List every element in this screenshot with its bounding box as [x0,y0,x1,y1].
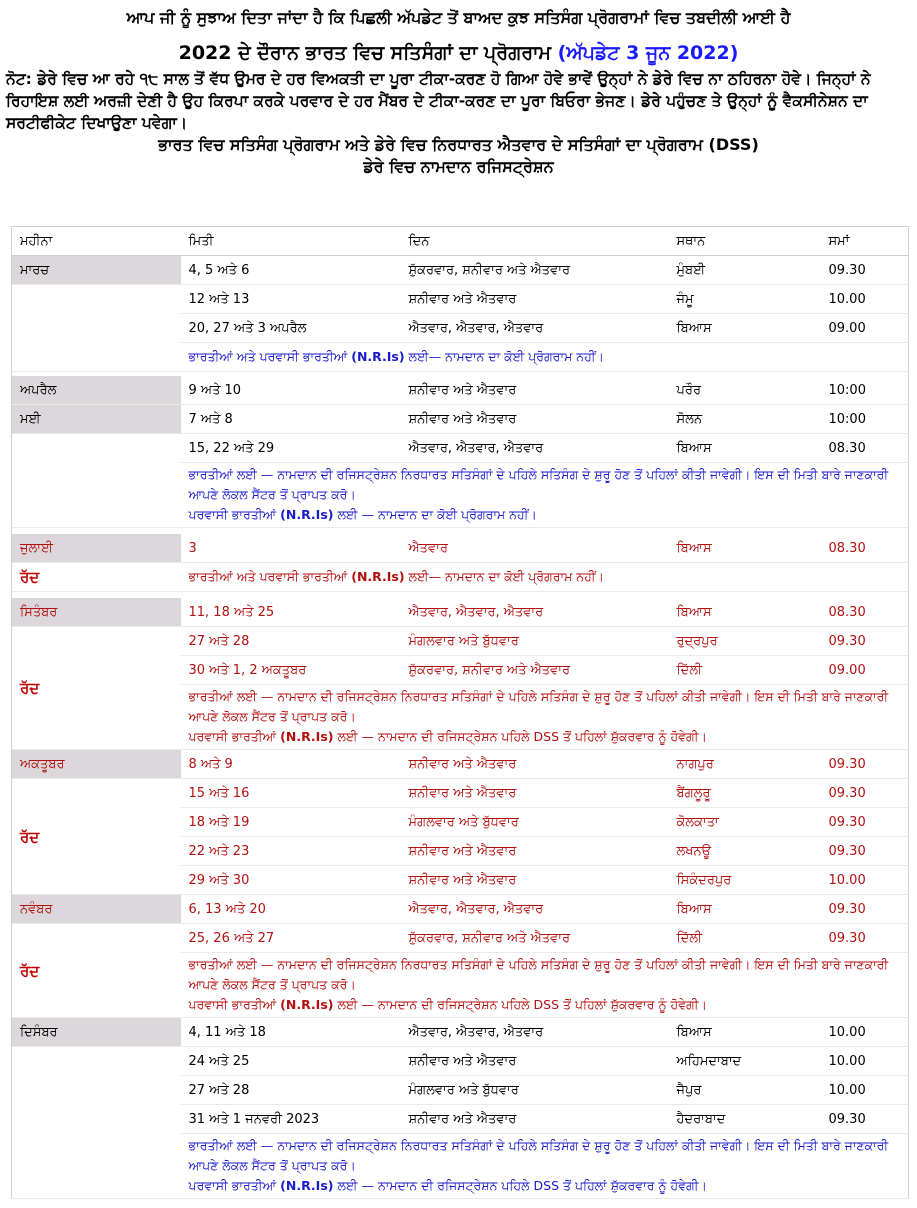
cancelled-label: ਰੱਦ [20,679,40,697]
cancelled-label-cell [12,779,181,895]
cell-day: ਸ਼ੁੱਕਰਵਾਰ, ਸ਼ਨੀਵਾਰ ਅਤੇ ਐਤਵਾਰ [401,656,669,685]
update-date: (ਅੱਪਡੇਟ 3 ਜੂਨ 2022) [557,42,739,64]
table-row [12,534,909,563]
cell-date: 9 ਅਤੇ 10 [181,376,401,405]
cancelled-label-cell [12,924,181,1018]
note-indians: ਭਾਰਤੀਆਂ ਲਈ — ਨਾਮਦਾਨ ਦੀ ਰਜਿਸਟ੍ਰੇਸ਼ਨ ਨਿਰਧਾਰਤ ਸਤਿਸੰਗਾਂ ਦੇ ਪਹਿਲੇ ਸਤਿਸੰਗ ਦੇ ਸ਼ੁਰੂ ਹੋਣ ਤੋਂ ਪਹਿਲਾਂ ਕੀਤੀ ਜਾਵੇਗੀ। ਇਸ ਦੀ ਮਿਤੀ ਬਾਰੇ ਜਾਣਕਾਰੀ ਆਪਣੇ ਲੋਕਲ ਸੈਂਟਰ ਤੋਂ ਪ੍ਰਾਪਤ ਕਰੋ। [188,689,889,724]
table-row [12,924,909,953]
note-nri-line [189,995,903,1015]
month-spacer [12,434,181,528]
cell-place: ਨਾਗਪੁਰ [669,750,821,779]
header-date: ਮਿਤੀ [181,227,401,256]
cell-day: ਸ਼ਨੀਵਾਰ ਅਤੇ ਐਤਵਾਰ [401,285,669,314]
table-row [12,598,909,627]
month-november: ਨਵੰਬਰ [12,895,181,924]
cell-place: ਜੈਪੁਰ [669,1076,821,1105]
cell-date: 7 ਅਤੇ 8 [181,405,401,434]
cell-place: ਪਰੌਰ [669,376,821,405]
cell-time: 10.00 [821,285,909,314]
cell-time: 09.00 [821,656,909,685]
note-text: ਪਰਵਾਸੀ ਭਾਰਤੀਆਂ [188,507,281,522]
subheading-program: ਭਾਰਤ ਵਿਚ ਸਤਿਸੰਗ ਪ੍ਰੋਗਰਾਮ ਅਤੇ ਡੇਰੇ ਵਿਚ ਨਿਰਧਾਰਤ ਐਤਵਾਰ ਦੇ ਸਤਿਸੰਗਾਂ ਦਾ ਪ੍ਰੋਗਰਾਮ (DSS) [158,135,759,154]
cell-day: ਸ਼ੁੱਕਰਵਾਰ, ਸ਼ਨੀਵਾਰ ਅਤੇ ਐਤਵਾਰ [401,256,669,285]
cell-place: ਬਿਆਸ [669,895,821,924]
note-nri: (N.R.Is) [351,569,405,584]
cell-time: 09.30 [821,256,909,285]
table-row [12,627,909,656]
table-header-row [12,227,909,256]
cell-day: ਸ਼ਨੀਵਾਰ ਅਤੇ ਐਤਵਾਰ [401,405,669,434]
vaccination-note: ਨੋਟ: ਡੇਰੇ ਵਿਚ ਆ ਰਹੇ ੧੮ ਸਾਲ ਤੋਂ ਵੱਧ ਉਮਰ ਦੇ ਹਰ ਵਿਅਕਤੀ ਦਾ ਪੂਰਾ ਟੀਕਾ-ਕਰਣ ਹੋ ਗਿਆ ਹੋਵੇ ਭਾਵੇਂ ਉਨ੍ਹਾਂ ਨੇ ਡੇਰੇ ਵਿਚ ਨਾ ਠਹਿਰਨਾ ਹੋਵੇ। ਜਿਨ੍ਹਾਂ ਨੇ ਰਿਹਾਇਸ਼ ਲਈ ਅਰਜ਼ੀ ਦੇਣੀ ਹੈ ਉਹ ਕਿਰਪਾ ਕਰਕੇ ਪਰਵਾਰ ਦੇ ਹਰ ਮੈਂਬਰ ਦੇ ਟੀਕਾ-ਕਰਣ ਦਾ ਪੂਰਾ ਬਿਓਰਾ ਭੇਜਣ। ਡੇਰੇ ਪਹੁੰਚਣ ਤੇ ਉਨ੍ਹਾਂ ਨੂੰ ਵੈਕਸੀਨੇਸ਼ਨ ਦਾ ਸਰਟੀਫੀਕੇਟ ਦਿਖਾਉਣਾ ਪਵੇਗਾ। [6,70,871,132]
note-indians: ਭਾਰਤੀਆਂ ਲਈ — ਨਾਮਦਾਨ ਦੀ ਰਜਿਸਟ੍ਰੇਸ਼ਨ ਨਿਰਧਾਰਤ ਸਤਿਸੰਗਾਂ ਦੇ ਪਹਿਲੇ ਸਤਿਸੰਗ ਦੇ ਸ਼ੁਰੂ ਹੋਣ ਤੋਂ ਪਹਿਲਾਂ ਕੀਤੀ ਜਾਵੇਗੀ। ਇਸ ਦੀ ਮਿਤੀ ਬਾਰੇ ਜਾਣਕਾਰੀ ਆਪਣੇ ਲੋਕਲ ਸੈਂਟਰ ਤੋਂ ਪ੍ਰਾਪਤ ਕਰੋ। [188,467,889,502]
note-indians: ਭਾਰਤੀਆਂ ਲਈ — ਨਾਮਦਾਨ ਦੀ ਰਜਿਸਟ੍ਰੇਸ਼ਨ ਨਿਰਧਾਰਤ ਸਤਿਸੰਗਾਂ ਦੇ ਪਹਿਲੇ ਸਤਿਸੰਗ ਦੇ ਸ਼ੁਰੂ ਹੋਣ ਤੋਂ ਪਹਿਲਾਂ ਕੀਤੀ ਜਾਵੇਗੀ। ਇਸ ਦੀ ਮਿਤੀ ਬਾਰੇ ਜਾਣਕਾਰੀ ਆਪਣੇ ਲੋਕਲ ਸੈਂਟਰ ਤੋਂ ਪ੍ਰਾਪਤ ਕਰੋ। [188,1138,889,1173]
cell-date: 27 ਅਤੇ 28 [181,627,401,656]
march-note [181,343,909,372]
cell-time: 08.30 [821,534,909,563]
month-march: ਮਾਰਚ [12,256,181,285]
note-row [12,563,909,592]
change-notice: ਆਪ ਜੀ ਨੂੰ ਸੁਝਾਅ ਦਿਤਾ ਜਾਂਦਾ ਹੈ ਕਿ ਪਿਛਲੀ ਅੱਪਡੇਟ ਤੋਂ ਬਾਅਦ ਕੁਝ ਸਤਿਸੰਗ ਪ੍ਰੋਗਰਾਮਾਂ ਵਿਚ ਤਬਦੀਲੀ ਆਈ ਹੈ [126,8,791,27]
note-nri-line [189,1176,903,1196]
month-september: ਸਿਤੰਬਰ [12,598,181,627]
table-row [12,434,909,463]
month-july: ਜੁਲਾਈ [12,534,181,563]
cell-time: 09.30 [821,895,909,924]
cell-time: 09.30 [821,750,909,779]
november-note [181,953,909,1018]
cell-place: ਬਿਆਸ [669,534,821,563]
cell-day: ਐਤਵਾਰ, ਐਤਵਾਰ, ਐਤਵਾਰ [401,1018,669,1047]
cell-date: 30 ਅਤੇ 1, 2 ਅਕਤੂਬਰ [181,656,401,685]
cell-day: ਸ਼ਨੀਵਾਰ ਅਤੇ ਐਤਵਾਰ [401,376,669,405]
note-text: ਲਈ— ਨਾਮਦਾਨ ਦਾ ਕੋਈ ਪ੍ਰੋਗਰਾਮ ਨਹੀਂ। [404,569,604,584]
note-nri-line [189,727,903,747]
cell-day: ਮੰਗਲਵਾਰ ਅਤੇ ਬੁੱਧਵਾਰ [401,627,669,656]
month-december: ਦਿਸੰਬਰ [12,1018,181,1047]
cell-time: 09.30 [821,924,909,953]
cell-time: 09.00 [821,314,909,343]
month-april: ਅਪਰੈਲ [12,376,181,405]
table-row [12,285,909,314]
cell-time: 10.00 [821,1018,909,1047]
cell-time: 09.30 [821,1105,909,1134]
header-month: ਮਹੀਨਾ [12,227,181,256]
note-nri-line [189,505,903,525]
cell-time: 10.00 [821,1047,909,1076]
month-spacer [12,285,181,372]
cell-time: 09.30 [821,627,909,656]
table-row [12,779,909,808]
header-day: ਦਿਨ [401,227,669,256]
cell-place: ਸੋਲਨ [669,405,821,434]
cell-place: ਹੈਦਰਾਬਾਦ [669,1105,821,1134]
header-place: ਸਥਾਨ [669,227,821,256]
cell-day: ਐਤਵਾਰ, ਐਤਵਾਰ, ਐਤਵਾਰ [401,895,669,924]
cell-day: ਸ਼ਨੀਵਾਰ ਅਤੇ ਐਤਵਾਰ [401,750,669,779]
cell-date: 6, 13 ਅਤੇ 20 [181,895,401,924]
note-nri: (N.R.Is) [351,349,405,364]
cell-day: ਸ਼ਨੀਵਾਰ ਅਤੇ ਐਤਵਾਰ [401,1047,669,1076]
cell-date: 15, 22 ਅਤੇ 29 [181,434,401,463]
cancelled-label-cell [12,563,181,592]
title-text: 2022 ਦੇ ਦੌਰਾਨ ਭਾਰਤ ਵਿਚ ਸਤਿਸੰਗਾਂ ਦਾ ਪ੍ਰੋਗਰਾਮ [178,42,552,64]
cell-place: ਬੈਂਗਲੂਰੂ [669,779,821,808]
cell-place: ਦਿੱਲੀ [669,924,821,953]
cell-date: 29 ਅਤੇ 30 [181,866,401,895]
cell-place: ਬਿਆਸ [669,314,821,343]
cell-day: ਸ਼ਨੀਵਾਰ ਅਤੇ ਐਤਵਾਰ [401,779,669,808]
cell-place: ਦਿੱਲੀ [669,656,821,685]
september-note [181,685,909,750]
july-note [181,563,909,592]
note-text: ਭਾਰਤੀਆਂ ਅਤੇ ਪਰਵਾਸੀ ਭਾਰਤੀਆਂ [188,569,352,584]
cell-day: ਮੰਗਲਵਾਰ ਅਤੇ ਬੁੱਧਵਾਰ [401,808,669,837]
note-text: ਭਾਰਤੀਆਂ ਅਤੇ ਪਰਵਾਸੀ ਭਾਰਤੀਆਂ [188,349,352,364]
cell-date: 8 ਅਤੇ 9 [181,750,401,779]
month-spacer [12,1047,181,1199]
table-row [12,750,909,779]
cell-time: 10.00 [821,1076,909,1105]
cell-day: ਸ਼ਨੀਵਾਰ ਅਤੇ ਐਤਵਾਰ [401,1105,669,1134]
cell-day: ਐਤਵਾਰ, ਐਤਵਾਰ, ਐਤਵਾਰ [401,434,669,463]
cell-place: ਜੰਮੂ [669,285,821,314]
cell-date: 18 ਅਤੇ 19 [181,808,401,837]
cell-date: 11, 18 ਅਤੇ 25 [181,598,401,627]
cell-day: ਐਤਵਾਰ, ਐਤਵਾਰ, ਐਤਵਾਰ [401,314,669,343]
cell-date: 4, 11 ਅਤੇ 18 [181,1018,401,1047]
table-row [12,376,909,405]
cell-place: ਮੁੰਬਈ [669,256,821,285]
december-note [181,1134,909,1199]
cell-time: 10:00 [821,405,909,434]
cell-day: ਸ਼ਨੀਵਾਰ ਅਤੇ ਐਤਵਾਰ [401,837,669,866]
cancelled-label: ਰੱਦ [20,827,40,846]
cell-place: ਸਿਕੰਦਰਪੁਰ [669,866,821,895]
cancelled-label: ਰੱਦ [20,568,40,586]
may-note [181,463,909,528]
cell-date: 20, 27 ਅਤੇ 3 ਅਪਰੈਲ [181,314,401,343]
cell-time: 09.30 [821,779,909,808]
month-october: ਅਕਤੂਬਰ [12,750,181,779]
page-title [0,38,917,68]
cancelled-label-cell [12,627,181,750]
cell-time: 09.30 [821,808,909,837]
note-nri: (N.R.Is) [280,1178,334,1193]
cell-place: ਬਿਆਸ [669,598,821,627]
cell-day: ਮੰਗਲਵਾਰ ਅਤੇ ਬੁੱਧਵਾਰ [401,1076,669,1105]
table-row [12,405,909,434]
subheading-registration: ਡੇਰੇ ਵਿਚ ਨਾਮਦਾਨ ਰਜਿਸਟ੍ਰੇਸ਼ਨ [363,157,554,176]
cell-date: 15 ਅਤੇ 16 [181,779,401,808]
page-header [0,0,917,178]
cell-time: 08.30 [821,434,909,463]
note-text: ਪਰਵਾਸੀ ਭਾਰਤੀਆਂ [188,1178,281,1193]
cell-day: ਐਤਵਾਰ, ਐਤਵਾਰ, ਐਤਵਾਰ [401,598,669,627]
cell-place: ਰੁਦ੍ਰਪੁਰ [669,627,821,656]
cell-date: 12 ਅਤੇ 13 [181,285,401,314]
note-text: ਲਈ— ਨਾਮਦਾਨ ਦਾ ਕੋਈ ਪ੍ਰੋਗਰਾਮ ਨਹੀਂ। [404,349,604,364]
cell-date: 3 [181,534,401,563]
note-text: ਪਰਵਾਸੀ ਭਾਰਤੀਆਂ [188,729,281,744]
cell-time: 10.00 [821,866,909,895]
schedule-table [11,226,909,1199]
cell-day: ਸ਼ੁੱਕਰਵਾਰ, ਸ਼ਨੀਵਾਰ ਅਤੇ ਐਤਵਾਰ [401,924,669,953]
cancelled-label: ਰੱਦ [20,961,40,980]
cell-date: 24 ਅਤੇ 25 [181,1047,401,1076]
cell-date: 31 ਅਤੇ 1 ਜਨਵਰੀ 2023 [181,1105,401,1134]
cell-date: 22 ਅਤੇ 23 [181,837,401,866]
month-may: ਮਈ [12,405,181,434]
note-nri: (N.R.Is) [280,507,334,522]
cell-place: ਕੋਲਕਾਤਾ [669,808,821,837]
note-text: ਲਈ — ਨਾਮਦਾਨ ਦੀ ਰਜਿਸਟ੍ਰੇਸ਼ਨ ਪਹਿਲੇ DSS ਤੋਂ ਪਹਿਲਾਂ ਸ਼ੁੱਕਰਵਾਰ ਨੂੰ ਹੋਵੇਗੀ। [333,1178,707,1193]
cell-date: 4, 5 ਅਤੇ 6 [181,256,401,285]
cell-time: 08.30 [821,598,909,627]
note-text: ਪਰਵਾਸੀ ਭਾਰਤੀਆਂ [188,997,281,1012]
cell-place: ਬਿਆਸ [669,434,821,463]
table-row [12,895,909,924]
cell-time: 09.30 [821,837,909,866]
cell-place: ਅਹਿਮਦਾਬਾਦ [669,1047,821,1076]
table-row [12,1018,909,1047]
cell-day: ਸ਼ਨੀਵਾਰ ਅਤੇ ਐਤਵਾਰ [401,866,669,895]
cell-place: ਲਖਨਊ [669,837,821,866]
note-nri: (N.R.Is) [280,729,334,744]
header-time: ਸਮਾਂ [821,227,909,256]
cell-place: ਬਿਆਸ [669,1018,821,1047]
note-nri: (N.R.Is) [280,997,334,1012]
cell-date: 25, 26 ਅਤੇ 27 [181,924,401,953]
cell-date: 27 ਅਤੇ 28 [181,1076,401,1105]
note-text: ਲਈ — ਨਾਮਦਾਨ ਦਾ ਕੋਈ ਪ੍ਰੋਗਰਾਮ ਨਹੀਂ। [333,507,537,522]
cell-day: ਐਤਵਾਰ [401,534,669,563]
table-row [12,256,909,285]
note-text: ਲਈ — ਨਾਮਦਾਨ ਦੀ ਰਜਿਸਟ੍ਰੇਸ਼ਨ ਪਹਿਲੇ DSS ਤੋਂ ਪਹਿਲਾਂ ਸ਼ੁੱਕਰਵਾਰ ਨੂੰ ਹੋਵੇਗੀ। [333,997,707,1012]
cell-time: 10:00 [821,376,909,405]
table-row [12,1047,909,1076]
note-text: ਲਈ — ਨਾਮਦਾਨ ਦੀ ਰਜਿਸਟ੍ਰੇਸ਼ਨ ਪਹਿਲੇ DSS ਤੋਂ ਪਹਿਲਾਂ ਸ਼ੁੱਕਰਵਾਰ ਨੂੰ ਹੋਵੇਗੀ। [333,729,707,744]
note-indians: ਭਾਰਤੀਆਂ ਲਈ — ਨਾਮਦਾਨ ਦੀ ਰਜਿਸਟ੍ਰੇਸ਼ਨ ਨਿਰਧਾਰਤ ਸਤਿਸੰਗਾਂ ਦੇ ਪਹਿਲੇ ਸਤਿਸੰਗ ਦੇ ਸ਼ੁਰੂ ਹੋਣ ਤੋਂ ਪਹਿਲਾਂ ਕੀਤੀ ਜਾਵੇਗੀ। ਇਸ ਦੀ ਮਿਤੀ ਬਾਰੇ ਜਾਣਕਾਰੀ ਆਪਣੇ ਲੋਕਲ ਸੈਂਟਰ ਤੋਂ ਪ੍ਰਾਪਤ ਕਰੋ। [188,957,889,992]
